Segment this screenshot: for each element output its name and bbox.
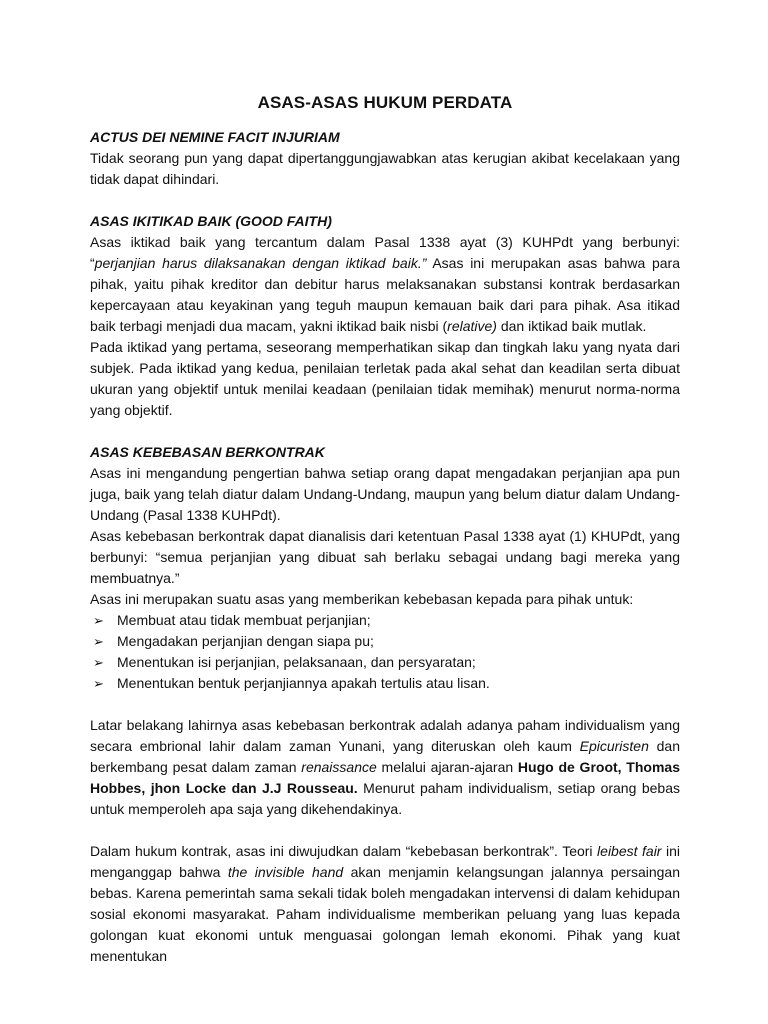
italic-term: leibest fair [597,843,662,859]
italic-term: relative) [447,318,497,334]
text-run: dan iktikad baik mutlak. [496,318,647,334]
paragraph-freedom-5 [90,841,680,967]
bullet-list [90,610,680,694]
list-item [90,631,680,652]
arrow-bullet-icon: ➢ [93,613,104,628]
text-run: dan berkembang pesat dalam zaman [90,738,680,775]
text-run: Asas iktikad baik yang tercantum dalam Pasal 1338 ayat (3) KUHPdt yang berbunyi: “ [90,234,680,271]
list-item-text: Membuat atau tidak membuat perjanjian; [117,612,371,628]
list-item [90,610,680,631]
section-heading-freedom-of-contract: ASAS KEBEBASAN BERKONTRAK [90,444,325,460]
text-run: akan menjamin kelangsungan jalannya persaingan bebas. Karena pemerintah sama sekali tidak boleh mengadakan intervensi di dalam kehidupan sosial ekonomi masyarakat. Paham individualisme memberikan peluang yang luas kepada golongan kuat ekonomi untuk menguasai golongan lemah ekonomi. Pihak yang kuat menentukan [90,864,680,964]
text-run: ini menganggap bahwa [90,843,680,880]
italic-term: renaissance [301,759,377,775]
paragraph-freedom-1: Asas ini mengandung pengertian bahwa setiap orang dapat mengadakan perjanjian apa pun juga, baik yang telah diatur dalam Undang-Undang, maupun yang belum diatur dalam Undang-Undang (Pasal 1338 KUHPdt). [90,465,680,523]
italic-term: the invisible hand [227,864,344,880]
text-run: Latar belakang lahirnya asas kebebasan berkontrak adalah adanya paham individualism yang secara embrional lahir dalam zaman Yunani, yang diteruskan oleh kaum [90,717,680,754]
list-item-text: Menentukan bentuk perjanjiannya apakah tertulis atau lisan. [117,675,490,691]
document-title: ASAS-ASAS HUKUM PERDATA [257,93,513,112]
list-item [90,652,680,673]
paragraph-actus-dei: Tidak seorang pun yang dapat dipertanggungjawabkan atas kerugian akibat kecelakaan yang tidak dapat dihindari. [90,150,680,187]
arrow-bullet-icon: ➢ [93,634,104,649]
text-run: Dalam hukum kontrak, asas ini diwujudkan dalam “kebebasan berkontrak”. Teori [90,843,598,859]
paragraph-good-faith-1 [90,232,680,337]
section-heading-actus-dei: ACTUS DEI NEMINE FACIT INJURIAM [90,129,340,145]
arrow-bullet-icon: ➢ [93,676,104,691]
section-heading-good-faith: ASAS IKITIKAD BAIK (GOOD FAITH) [90,213,332,229]
list-item [90,673,680,694]
paragraph-freedom-2: Asas kebebasan berkontrak dapat dianalisis dari ketentuan Pasal 1338 ayat (1) KHUPdt, yang berbunyi: “semua perjanjian yang dibuat sah berlaku sebagai undang bagi mereka yang membuatnya.” [90,528,680,586]
paragraph-freedom-4 [90,715,680,820]
italic-quote: perjanjian harus dilaksanakan dengan iktikad baik.” [94,255,427,271]
paragraph-good-faith-2: Pada iktikad yang pertama, seseorang memperhatikan sikap dan tingkah laku yang nyata dari subjek. Pada iktikad yang kedua, penilaian terletak pada akal sehat dan keadilan serta dibuat ukuran yang objektif untuk menilai keadaan (penilaian tidak memihak) menurut norma-norma yang objektif. [90,339,680,418]
italic-term: Epicuristen [579,738,649,754]
bold-names: Hugo de Groot, Thomas Hobbes, jhon Locke dan J.J Rousseau. [90,759,680,796]
text-run: melalui ajaran-ajaran [376,759,518,775]
paragraph-freedom-3: Asas ini merupakan suatu asas yang memberikan kebebasan kepada para pihak untuk: [90,591,634,607]
arrow-bullet-icon: ➢ [93,655,104,670]
text-run: Asas ini merupakan asas bahwa para pihak, yaitu pihak kreditor dan debitur harus melaksanakan substansi kontrak berdasarkan kepercayaan atau keyakinan yang teguh maupun kemauan baik dari para pihak. Asa itikad baik terbagi menjadi dua macam, yakni iktikad baik nisbi ( [90,255,680,334]
list-item-text: Mengadakan perjanjian dengan siapa pu; [117,633,374,649]
list-item-text: Menentukan isi perjanjian, pelaksanaan, dan persyaratan; [117,654,476,670]
text-run: Menurut paham individualism, setiap orang bebas untuk memperoleh apa saja yang dikehendakinya. [90,780,680,817]
